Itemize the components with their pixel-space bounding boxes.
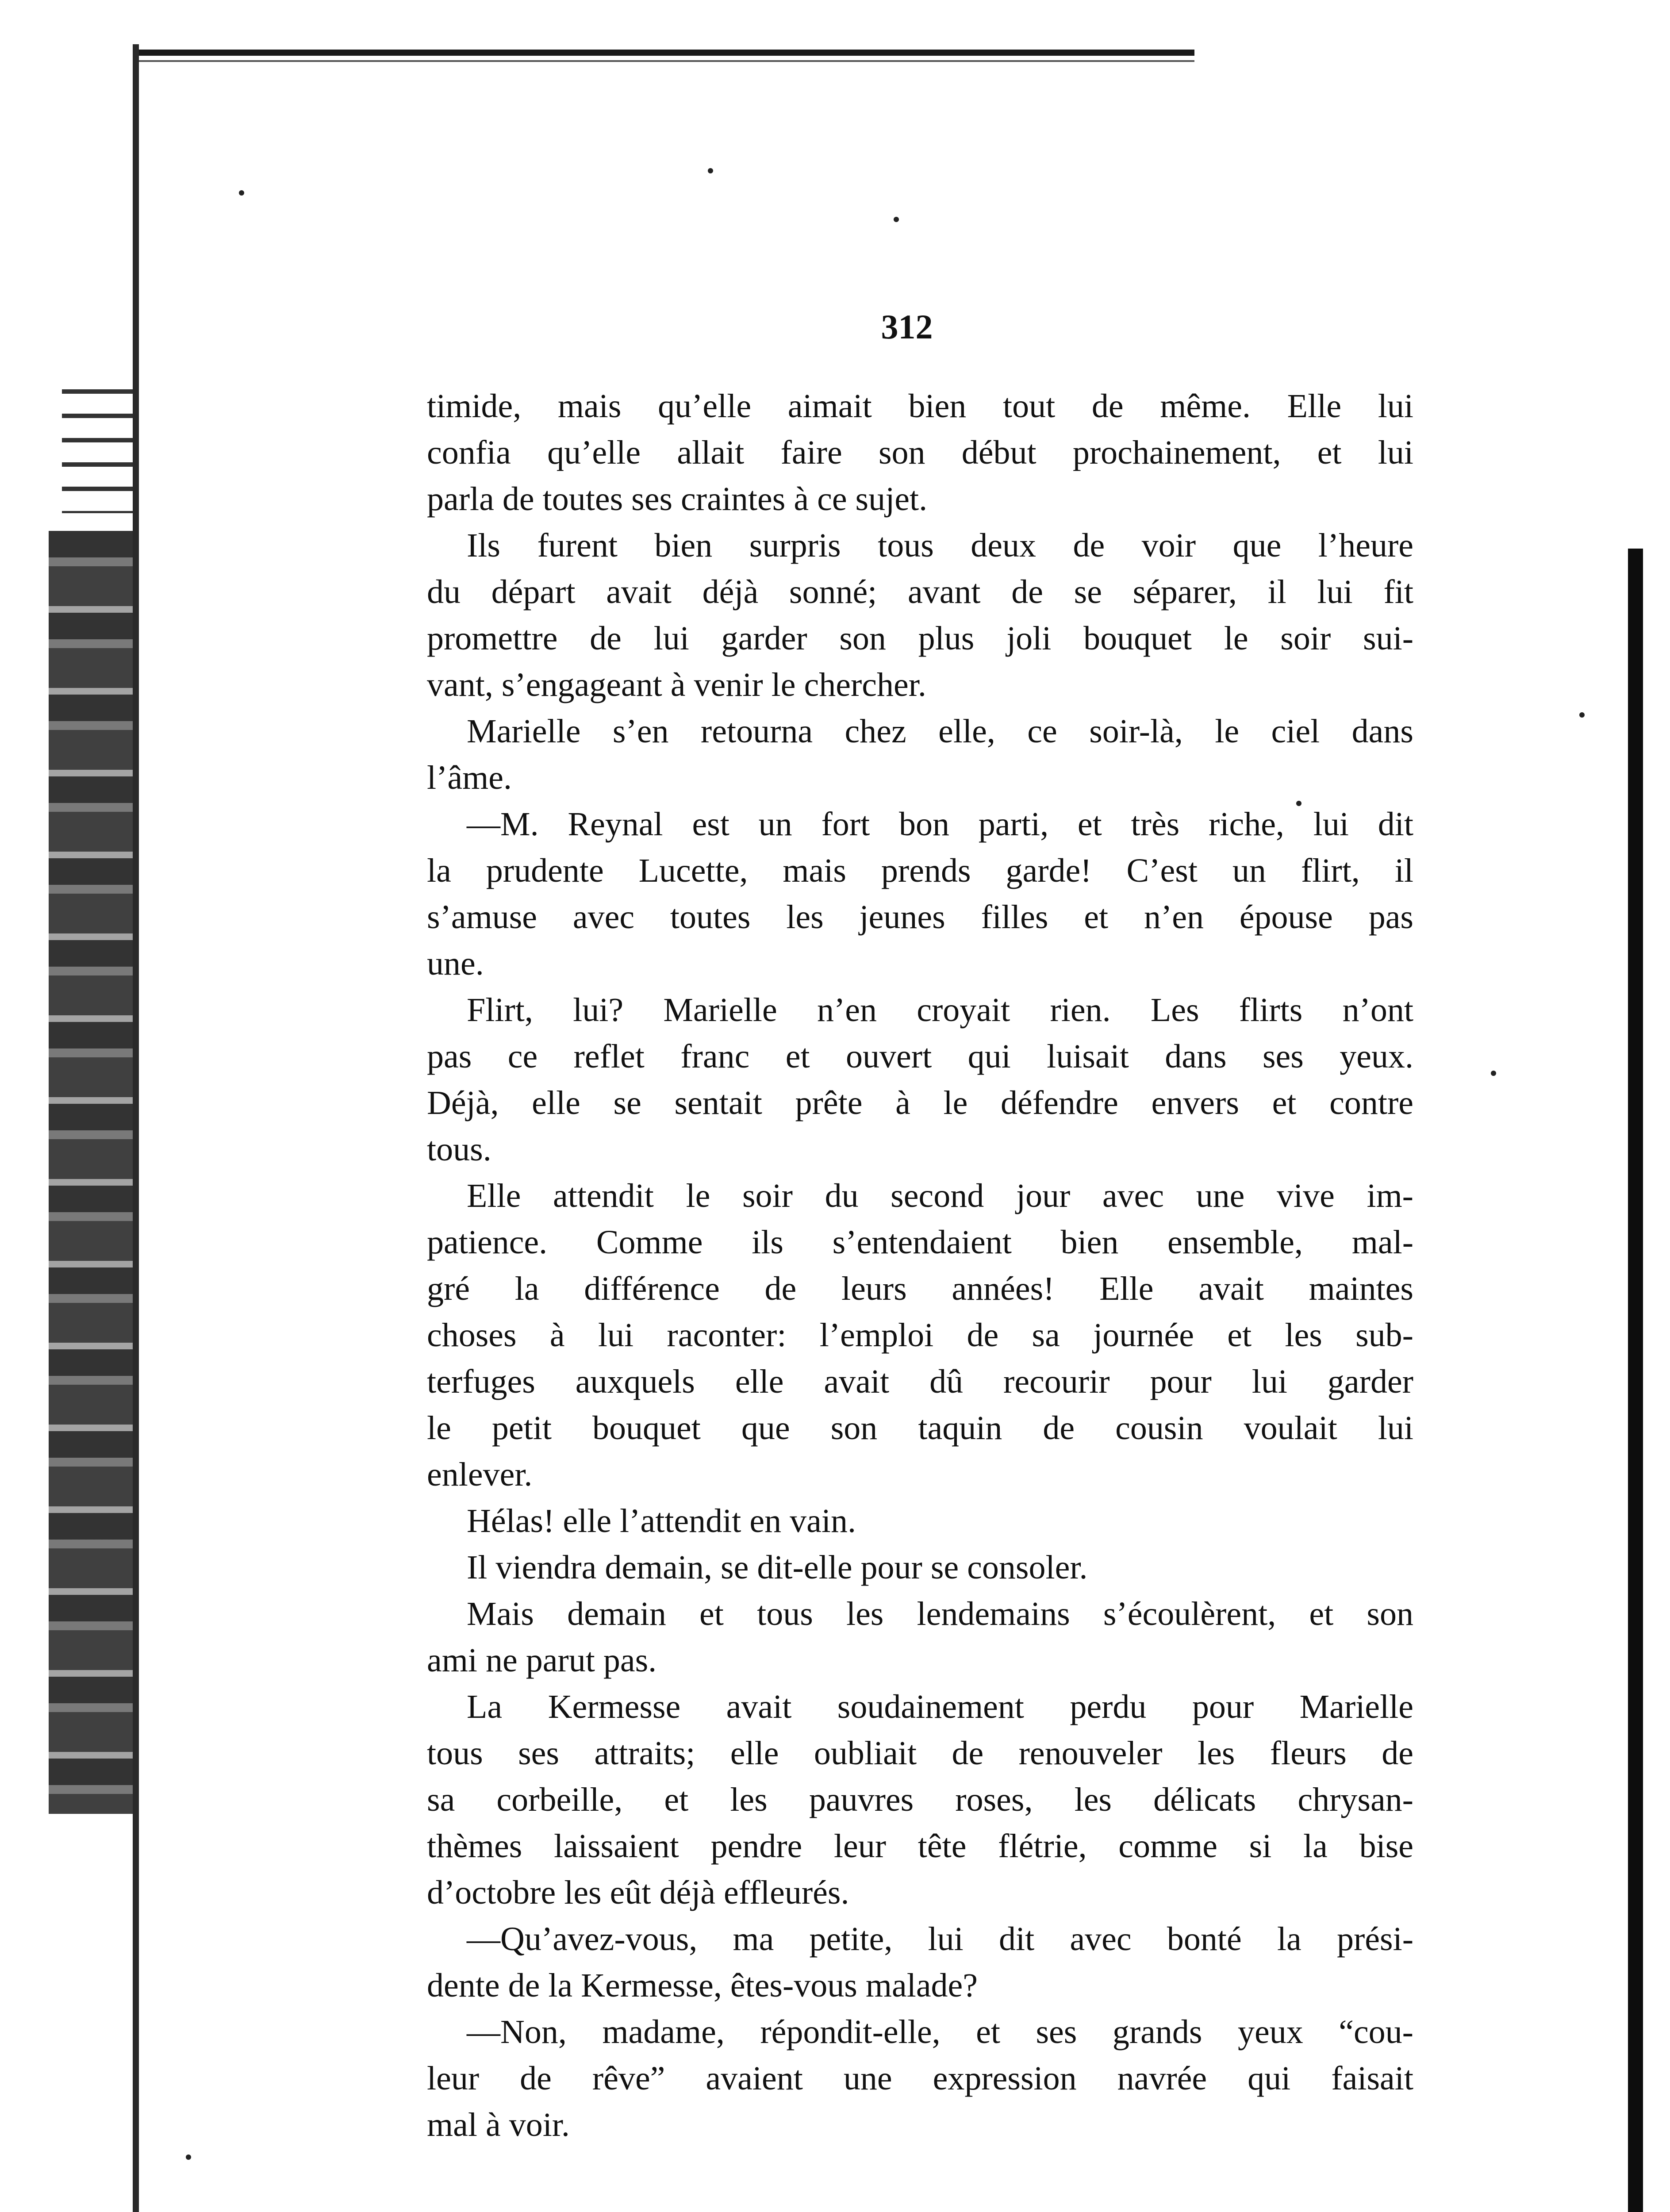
text-line: —Non, madame, répondit-elle, et ses grands yeux “cou- [467,2013,1413,2051]
text-line: confia qu’elle allait faire son début prochainement, et lui [427,434,1413,471]
text-line: promettre de lui garder son plus joli bouquet le soir sui- [427,620,1413,657]
text-line: Il viendra demain, se dit-elle pour se consoler. [467,1549,1088,1586]
page-number: 312 [881,307,933,346]
text-line: parla de toutes ses craintes à ce sujet. [427,480,928,518]
body-text [427,383,1413,2148]
text-line: le petit bouquet que son taquin de cousin voulait lui [427,1409,1413,1447]
left-scan-strip [49,531,133,1814]
text-line: dente de la Kermesse, êtes-vous malade? [427,1967,978,2004]
top-rule-artifact [133,50,1194,56]
speck [708,168,713,173]
text-line: timide, mais qu’elle aimait bien tout de même. Elle lui [427,388,1413,425]
text-line: sa corbeille, et les pauvres roses, les délicats chrysan- [427,1781,1413,1818]
text-line: patience. Comme ils s’entendaient bien ensemble, mal- [427,1224,1413,1261]
text-line: —Qu’avez-vous, ma petite, lui dit avec bonté la prési- [467,1920,1413,1958]
text-line: terfuges auxquels elle avait dû recourir pour lui garder [427,1363,1413,1400]
speck [1491,1071,1496,1076]
text-line: gré la différence de leurs années! Elle avait maintes [427,1270,1413,1307]
text-line: du départ avait déjà sonné; avant de se séparer, il lui fit [427,573,1413,611]
text-line: thèmes laissaient pendre leur tête flétrie, comme si la bise [427,1828,1413,1865]
text-line: d’octobre les eût déjà effleurés. [427,1874,849,1911]
text-line: tous. [427,1131,491,1168]
text-line: une. [427,945,484,982]
text-line: Mais demain et tous les lendemains s’écoulèrent, et son [467,1595,1413,1632]
text-line: s’amuse avec toutes les jeunes filles et n’en épouse pas [427,899,1413,936]
text-line: Ils furent bien surpris tous deux de voir que l’heure [467,527,1413,564]
text-line: leur de rêve” avaient une expression navrée qui faisait [427,2060,1413,2097]
text-line: mal à voir. [427,2106,570,2143]
text-line: Flirt, lui? Marielle n’en croyait rien. Les flirts n’ont [467,991,1413,1029]
text-line: Marielle s’en retourna chez elle, ce soir-là, le ciel dans [467,713,1413,750]
text-line: pas ce reflet franc et ouvert qui luisait dans ses yeux. [427,1038,1413,1075]
text-line: la prudente Lucette, mais prends garde! C’est un flirt, il [427,852,1413,889]
speck [1579,712,1585,718]
text-line: choses à lui raconter: l’emploi de sa journée et les sub- [427,1317,1413,1354]
text-line: Elle attendit le soir du second jour avec une vive im- [467,1177,1413,1214]
text-line: tous ses attraits; elle oubliait de renouveler les fleurs de [427,1735,1413,1772]
binding-edge-artifact [133,44,139,2212]
text-line: Déjà, elle se sentait prête à le défendre envers et contre [427,1084,1413,1121]
right-edge-bar [1628,549,1643,2212]
text-line: —M. Reynal est un fort bon parti, et très riche, lui dit [467,806,1413,843]
text-line: l’âme. [427,759,512,796]
text-line: La Kermesse avait soudainement perdu pour Marielle [467,1688,1413,1725]
left-margin-marks [62,389,133,513]
text-line: vant, s’engageant à venir le chercher. [427,666,926,703]
text-line: Hélas! elle l’attendit en vain. [467,1502,856,1540]
text-line: ami ne parut pas. [427,1642,657,1679]
text-line: enlever. [427,1456,533,1493]
speck [239,190,244,196]
speck [186,2154,191,2160]
speck [894,217,899,222]
top-rule-thin-artifact [133,60,1194,62]
